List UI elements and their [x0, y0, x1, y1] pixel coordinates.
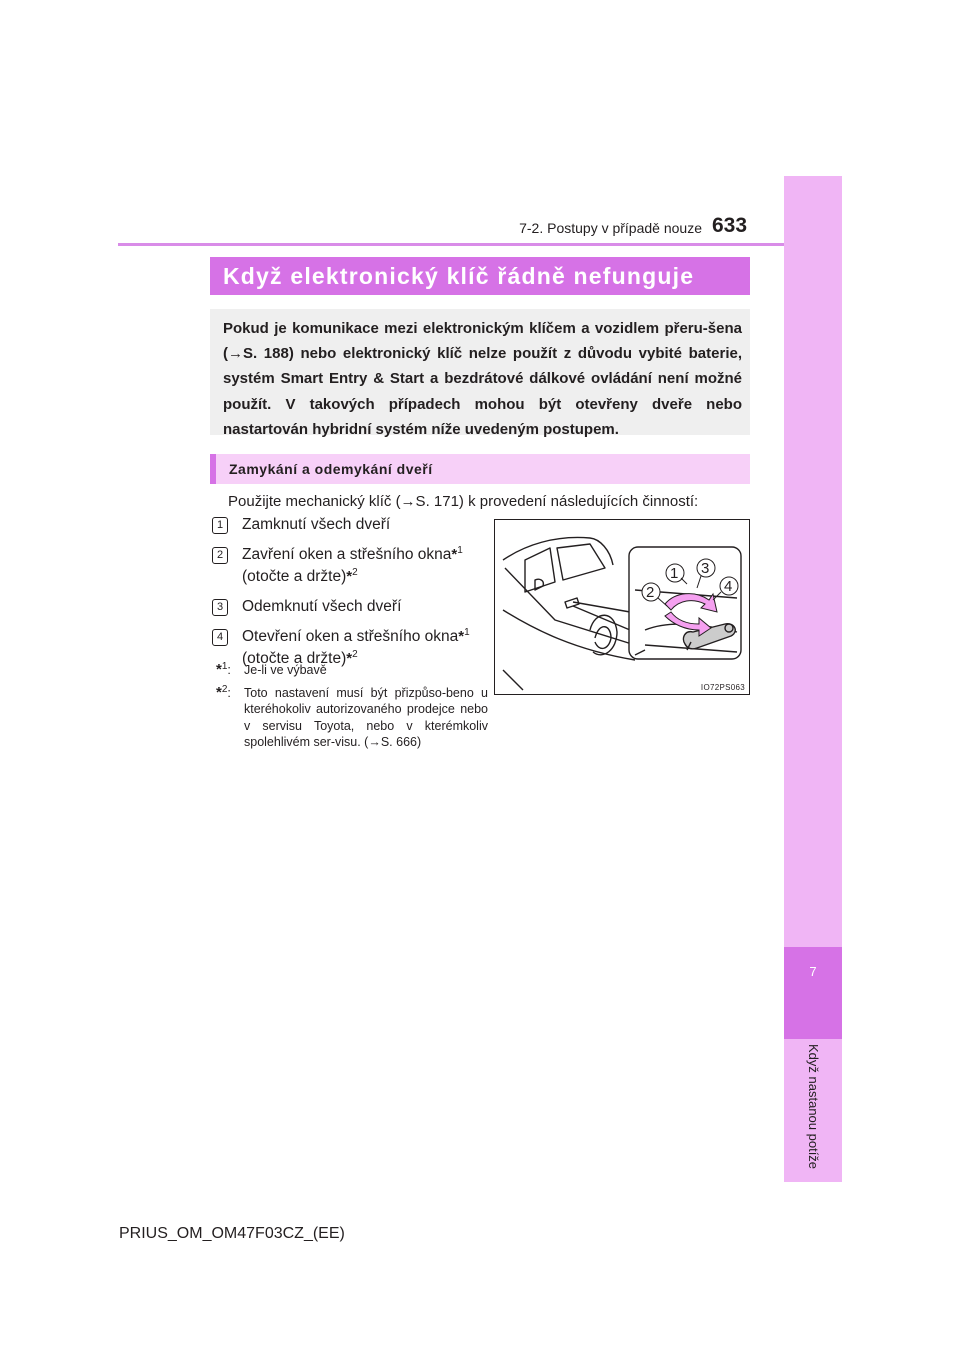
car-door-key-icon: [495, 520, 750, 695]
step-item: [212, 544, 484, 588]
page-number: 633: [712, 214, 748, 237]
asterisk-mark: *: [458, 628, 465, 645]
intro-paragraph: Pokud je komunikace mezi elektronickým klíčem a vozidlem přeru-šena (→S. 188) nebo elektronický klíč nelze použít z důvodu vybité baterie, systém Smart Entry & Start a bezdrátové dálkové ovládání není možné použít. V takových případech mohou být otevřeny dveře nebo nastartován hybridní systém níže uvedeným postupem.: [210, 309, 750, 435]
chapter-number: 7: [809, 964, 817, 979]
asterisk-mark: *: [346, 650, 353, 667]
step-list: [212, 514, 484, 678]
step-number-badge: 2: [212, 547, 228, 564]
header-rule: [118, 243, 842, 246]
step-text-line: (otočte a držte): [242, 650, 347, 667]
callout-3: 3: [701, 560, 710, 577]
asterisk-mark: *: [451, 546, 458, 563]
callout-4: 4: [724, 578, 733, 595]
callout-1: 1: [670, 565, 679, 582]
step-text-line: Otevření oken a střešního okna: [242, 628, 459, 645]
chapter-title: Když nastanou potíže: [806, 1044, 821, 1170]
step-number-badge: 3: [212, 599, 228, 616]
figure-code: IO72PS063: [700, 683, 745, 692]
step-number-badge: 1: [212, 517, 228, 534]
usage-instruction: Použijte mechanický klíč (→S. 171) k provedení následujících činností:: [228, 493, 699, 510]
document-footer-id: PRIUS_OM_OM47F03CZ_(EE): [119, 1225, 345, 1242]
door-key-illustration: [494, 519, 750, 695]
step-item: [212, 514, 484, 536]
step-text: Odemknutí všech dveří: [242, 598, 402, 615]
footnote-marker: *$^2$:: [216, 683, 231, 701]
footnote-ref: 1: [457, 544, 463, 556]
footnote-text: Toto nastavení musí být přizpůso-beno u kteréhokoliv autorizovaného prodejce nebo v servisu Toyota, nebo v kterémkoliv spolehlivém ser-visu. (→S. 666): [244, 685, 488, 749]
footnote-ref: 2: [352, 566, 358, 578]
step-text-line: Zavření oken a střešního okna: [242, 546, 452, 563]
section-title: Když elektronický klíč řádně nefunguje: [210, 257, 750, 295]
chapter-tab-active: [784, 947, 842, 1039]
footnote-ref: 2: [352, 648, 358, 660]
subsection-heading-text: Zamykání a odemykání dveří: [229, 461, 433, 477]
asterisk-mark: *: [346, 568, 353, 585]
footnote-text: Je-li ve výbavě: [244, 663, 327, 677]
step-text-line: (otočte a držte): [242, 568, 347, 585]
footnote-ref: 1: [464, 626, 470, 638]
footnotes: [216, 662, 488, 757]
header-section-title: 7-2. Postupy v případě nouze: [519, 220, 702, 236]
footnote-item: [216, 662, 488, 679]
step-text: [242, 544, 463, 588]
footnote-marker: *$^1$:: [216, 660, 231, 678]
step-text: Zamknutí všech dveří: [242, 516, 391, 533]
callout-2: 2: [646, 584, 655, 601]
footnote-item: [216, 685, 488, 751]
step-item: [212, 596, 484, 618]
step-number-badge: 4: [212, 629, 228, 646]
subsection-heading: [210, 454, 750, 484]
